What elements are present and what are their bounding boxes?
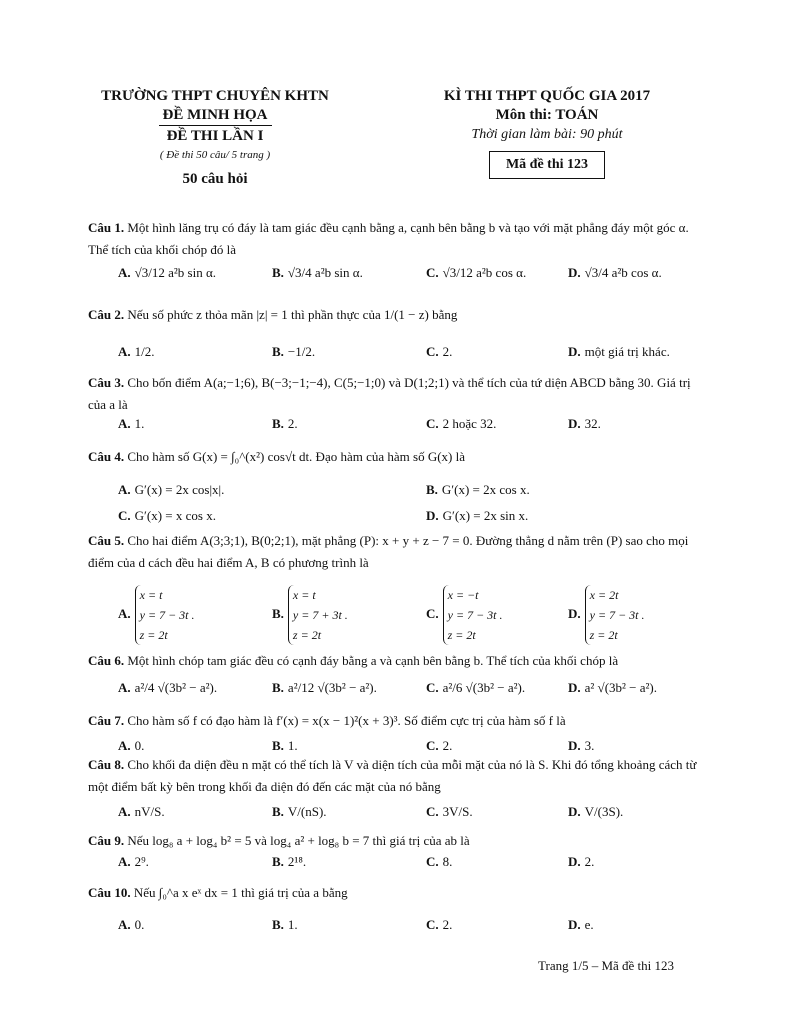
exam-subject: Môn thi: TOÁN (495, 107, 599, 123)
option-d: D. a² √(3b² − a²). (568, 680, 657, 695)
options-q4-row2 (118, 506, 718, 530)
question-label: Câu 3. (88, 375, 125, 390)
option-d: D. G′(x) = 2x sin x. (426, 508, 529, 523)
exam-code-box: Mã đề thi 123 (489, 151, 605, 179)
question-9 (88, 830, 708, 852)
options-q6 (118, 678, 718, 702)
option-a: A. 1. (118, 416, 145, 431)
option-c: C. a²/6 √(3b² − a²). (426, 680, 526, 695)
option-b: B. √3/4 a²b sin α. (272, 265, 363, 280)
option-a: A. 0. (118, 738, 145, 753)
question-1 (88, 217, 708, 261)
question-label: Câu 2. (88, 307, 125, 322)
question-label: Câu 6. (88, 653, 125, 668)
option-c: C. G′(x) = x cos x. (118, 508, 216, 523)
question-5 (88, 530, 708, 574)
option-c: C. 2. (426, 344, 453, 359)
exam-round: ĐỀ THI LẦN I (166, 128, 264, 144)
option-a: A. a²/4 √(3b² − a²). (118, 680, 218, 695)
option-c: C. 8. (426, 854, 453, 869)
question-label: Câu 7. (88, 713, 125, 728)
option-b: B. 2¹⁸. (272, 854, 307, 869)
option-c: C. 2. (426, 738, 453, 753)
option-d: D. 32. (568, 416, 601, 431)
option-a: A. 0. (118, 917, 145, 932)
question-label: Câu 1. (88, 220, 125, 235)
option-d: D. √3/4 a²b cos α. (568, 265, 662, 280)
question-label: Câu 4. (88, 449, 125, 464)
option-a: A. x = t y = 7 − 3t . z = 2t (118, 584, 195, 645)
options-q8 (118, 802, 718, 826)
page-footer: Trang 1/5 – Mã đề thi 123 (538, 958, 675, 973)
option-a: A. 2⁹. (118, 854, 149, 869)
question-text: Nếu ∫₀^a x eˣ dx = 1 thì giá trị của a bằng (133, 885, 348, 900)
exam-duration: Thời gian làm bài: 90 phút (471, 127, 623, 142)
option-b: B. −1/2. (272, 344, 316, 359)
option-a: A. 1/2. (118, 344, 155, 359)
options-q2 (118, 342, 718, 366)
option-d: D. 2. (568, 854, 595, 869)
option-c: C. 2. (426, 917, 453, 932)
option-d: D. x = 2t y = 7 − 3t . z = 2t (568, 584, 645, 645)
question-text: Cho hàm số f có đạo hàm là f′(x) = x(x − 1)²(x + 3)³. Số điểm cực trị của hàm số f là (127, 713, 566, 728)
option-a: A. √3/12 a²b sin α. (118, 265, 217, 280)
question-text: Cho hàm số G(x) = ∫₀^(x²) cos√t dt. Đạo hàm của hàm số G(x) là (127, 449, 466, 464)
option-c: C. 2 hoặc 32. (426, 416, 497, 431)
option-b: B. 1. (272, 738, 298, 753)
option-b: B. 1. (272, 917, 298, 932)
question-label: Câu 8. (88, 757, 125, 772)
question-7 (88, 710, 708, 732)
question-text: Một hình chóp tam giác đều có cạnh đáy bằng a và cạnh bên bằng b. Thể tích của khối chóp là (127, 653, 619, 668)
school-name: TRƯỜNG THPT CHUYÊN KHTN (101, 88, 329, 104)
question-text: Nếu log₈ a + log₄ b² = 5 và log₄ a² + log₈ b = 7 thì giá trị của ab là (127, 833, 470, 848)
question-2 (88, 304, 708, 326)
question-text: Cho hai điểm A(3;3;1), B(0;2;1), mặt phẳng (P): x + y + z − 7 = 0. Đường thẳng d nằm trên (P) sao cho mọi điểm của d cách đều hai điểm A, B có phương trình là (88, 533, 689, 570)
question-label: Câu 5. (88, 533, 125, 548)
options-q9 (118, 852, 718, 876)
question-3 (88, 372, 708, 416)
exam-name: KÌ THI THPT QUỐC GIA 2017 (443, 88, 651, 104)
question-text: Một hình lăng trụ có đáy là tam giác đều cạnh bằng a, cạnh bên bằng b và tạo với mặt phẳng đáy một góc α. Thể tích của khối chóp đó là (88, 220, 689, 257)
exam-subtitle: ĐỀ MINH HỌA (159, 106, 272, 126)
exam-note: ( Đề thi 50 câu/ 5 trang ) (159, 149, 271, 161)
question-text: Cho khối đa diện đều n mặt có thể tích là V và diện tích của mỗi mặt của nó là S. Khi đó tổng khoảng cách từ một điểm bất kỳ bên trong khối đa diện đó đến các mặt của nó bằng (88, 757, 697, 794)
option-c: C. x = −t y = 7 − 3t . z = 2t (426, 584, 503, 645)
question-label: Câu 9. (88, 833, 125, 848)
option-d: D. V/(3S). (568, 804, 624, 819)
question-text: Cho bốn điểm A(a;−1;6), B(−3;−1;−4), C(5;−1;0) và D(1;2;1) và thể tích của tứ diện ABCD bằng 30. Giá trị của a là (88, 375, 691, 412)
question-count: 50 câu hỏi (182, 171, 248, 187)
options-q1 (118, 263, 718, 287)
option-b: B. 2. (272, 416, 298, 431)
option-b: B. x = t y = 7 + 3t . z = 2t (272, 584, 348, 645)
options-q5 (118, 584, 718, 646)
question-label: Câu 10. (88, 885, 131, 900)
option-b: B. a²/12 √(3b² − a²). (272, 680, 377, 695)
options-q3 (118, 414, 718, 438)
options-q4-row1 (118, 480, 718, 504)
question-10 (88, 882, 708, 904)
question-8 (88, 754, 708, 798)
header-right (418, 87, 676, 179)
option-a: A. G′(x) = 2x cos|x|. (118, 482, 225, 497)
header-left (84, 87, 346, 189)
option-b: B. V/(nS). (272, 804, 327, 819)
option-d: D. 3. (568, 738, 595, 753)
option-a: A. nV/S. (118, 804, 165, 819)
question-6 (88, 650, 708, 672)
option-d: D. một giá trị khác. (568, 344, 670, 359)
question-text: Nếu số phức z thỏa mãn |z| = 1 thì phần thực của 1/(1 − z) bằng (127, 307, 458, 322)
option-c: C. √3/12 a²b cos α. (426, 265, 527, 280)
options-q10 (118, 915, 718, 939)
option-c: C. 3V/S. (426, 804, 473, 819)
option-d: D. e. (568, 917, 594, 932)
option-b: B. G′(x) = 2x cos x. (426, 482, 530, 497)
question-4 (88, 446, 708, 468)
